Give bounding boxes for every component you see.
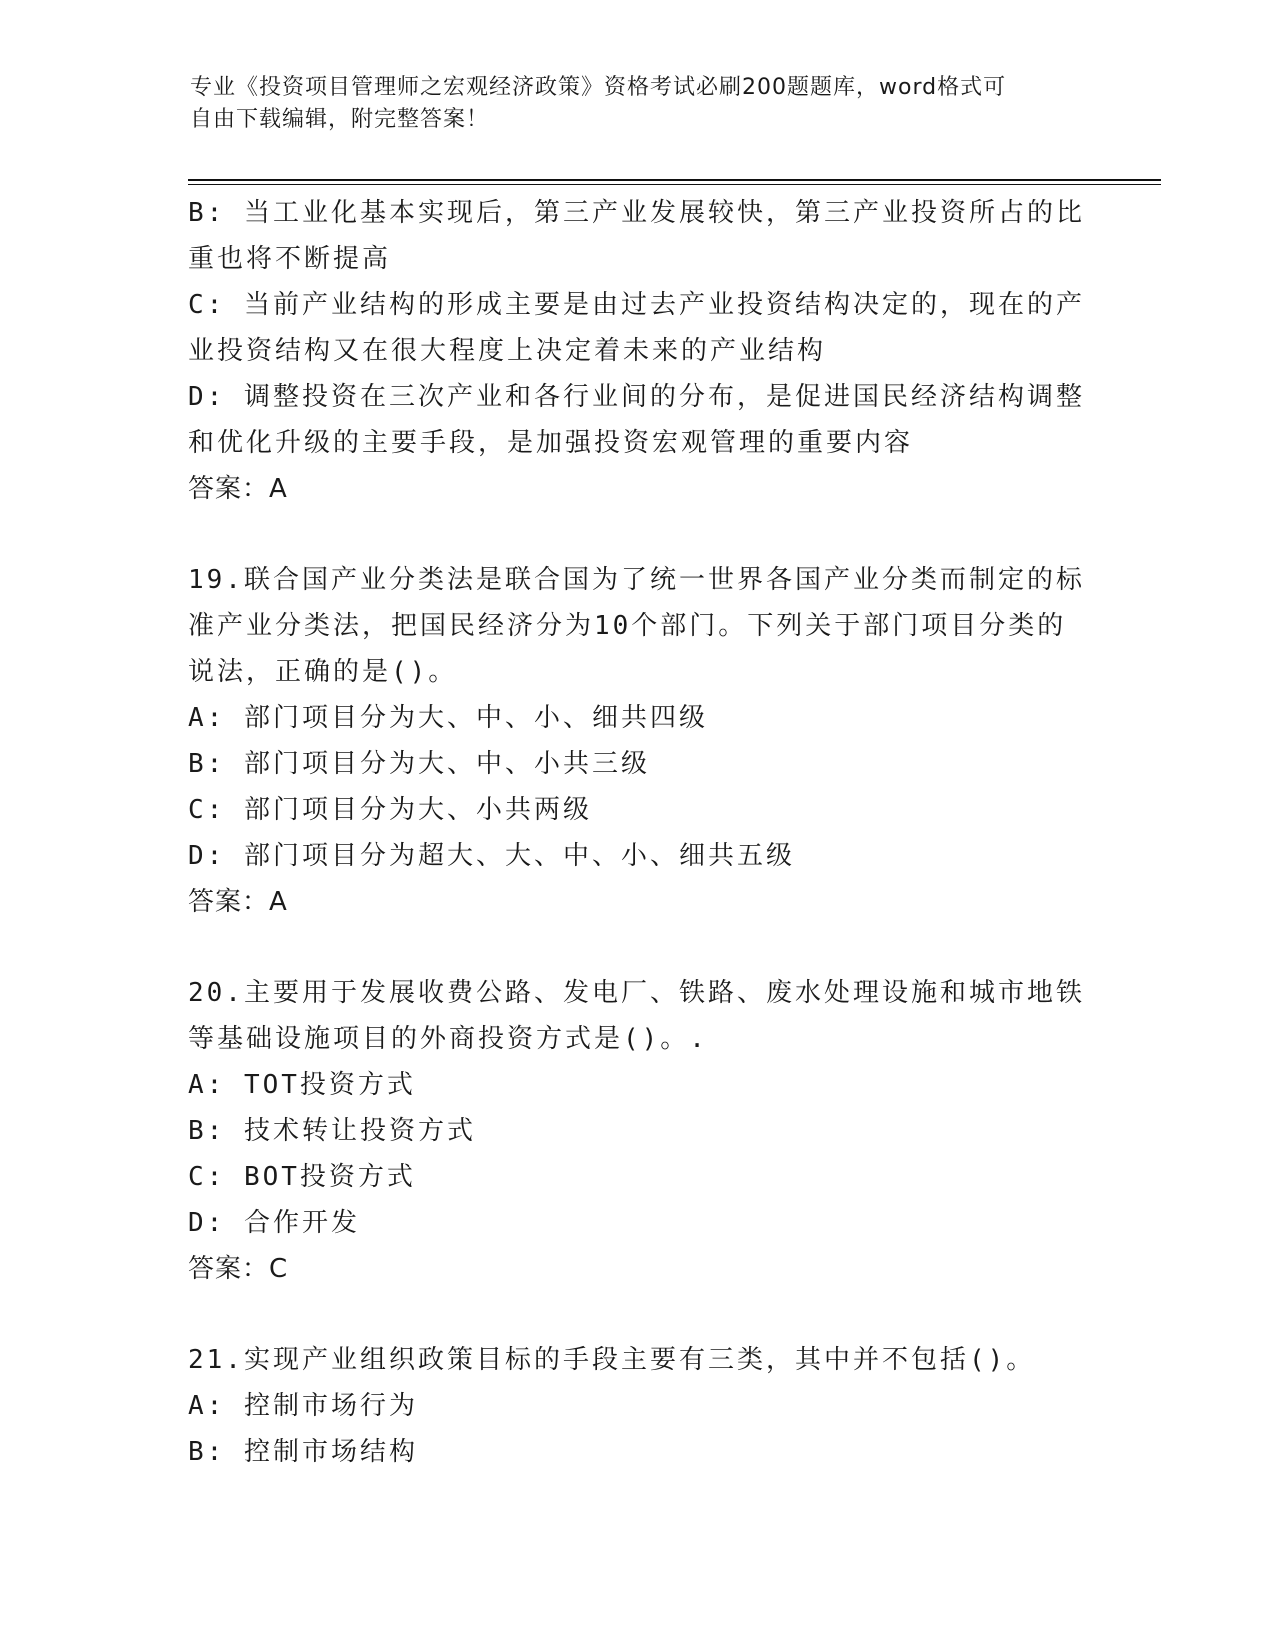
spacer bbox=[188, 1292, 1088, 1337]
option-c: C: 部门项目分为大、小共两级 bbox=[188, 795, 592, 825]
document-header bbox=[190, 72, 1090, 136]
option-b: B: 技术转让投资方式 bbox=[188, 1116, 476, 1146]
option-d-line-1: D: 调整投资在三次产业和各行业间的分布，是促进国民经济结构调整 bbox=[188, 382, 1085, 412]
option-b: B: 部门项目分为大、中、小共三级 bbox=[188, 749, 650, 779]
question-stem-line-2: 准产业分类法，把国民经济分为10个部门。下列关于部门项目分类的 bbox=[188, 611, 1067, 641]
answer-line: 答案：A bbox=[188, 474, 288, 504]
question-stem-line-2: 等基础设施项目的外商投资方式是()。. bbox=[188, 1024, 708, 1054]
question-19 bbox=[188, 557, 1088, 925]
option-b-line-1: B: 当工业化基本实现后，第三产业发展较快，第三产业投资所占的比 bbox=[188, 198, 1085, 228]
question-stem-line-3: 说法，正确的是()。 bbox=[188, 657, 458, 687]
spacer bbox=[188, 925, 1088, 970]
question-stem-line-1: 20.主要用于发展收费公路、发电厂、铁路、废水处理设施和城市地铁 bbox=[188, 978, 1085, 1008]
question-21 bbox=[188, 1337, 1088, 1475]
answer-line: 答案：A bbox=[188, 887, 288, 917]
header-line-2: 自由下载编辑，附完整答案！ bbox=[190, 107, 490, 132]
option-a: A: 控制市场行为 bbox=[188, 1391, 418, 1421]
answer-line: 答案：C bbox=[188, 1254, 289, 1284]
question-stem-line-1: 21.实现产业组织政策目标的手段主要有三类，其中并不包括()。 bbox=[188, 1345, 1036, 1375]
option-d: D: 合作开发 bbox=[188, 1208, 360, 1238]
option-a: A: TOT投资方式 bbox=[188, 1070, 416, 1100]
header-divider-thin bbox=[188, 184, 1161, 185]
spacer bbox=[188, 512, 1088, 557]
question-content bbox=[188, 190, 1088, 1475]
option-a: A: 部门项目分为大、中、小、细共四级 bbox=[188, 703, 708, 733]
header-divider bbox=[188, 179, 1161, 181]
question-18-tail bbox=[188, 190, 1088, 512]
question-stem-line-1: 19.联合国产业分类法是联合国为了统一世界各国产业分类而制定的标 bbox=[188, 565, 1085, 595]
option-c: C: BOT投资方式 bbox=[188, 1162, 416, 1192]
option-c-line-2: 业投资结构又在很大程度上决定着未来的产业结构 bbox=[188, 336, 827, 366]
option-d: D: 部门项目分为超大、大、中、小、细共五级 bbox=[188, 841, 795, 871]
option-d-line-2: 和优化升级的主要手段，是加强投资宏观管理的重要内容 bbox=[188, 428, 914, 458]
header-line-1: 专业《投资项目管理师之宏观经济政策》资格考试必刷200题题库，word格式可 bbox=[190, 75, 1007, 100]
option-b-line-2: 重也将不断提高 bbox=[188, 244, 392, 274]
option-c-line-1: C: 当前产业结构的形成主要是由过去产业投资结构决定的，现在的产 bbox=[188, 290, 1085, 320]
question-20 bbox=[188, 970, 1088, 1292]
option-b: B: 控制市场结构 bbox=[188, 1437, 418, 1467]
